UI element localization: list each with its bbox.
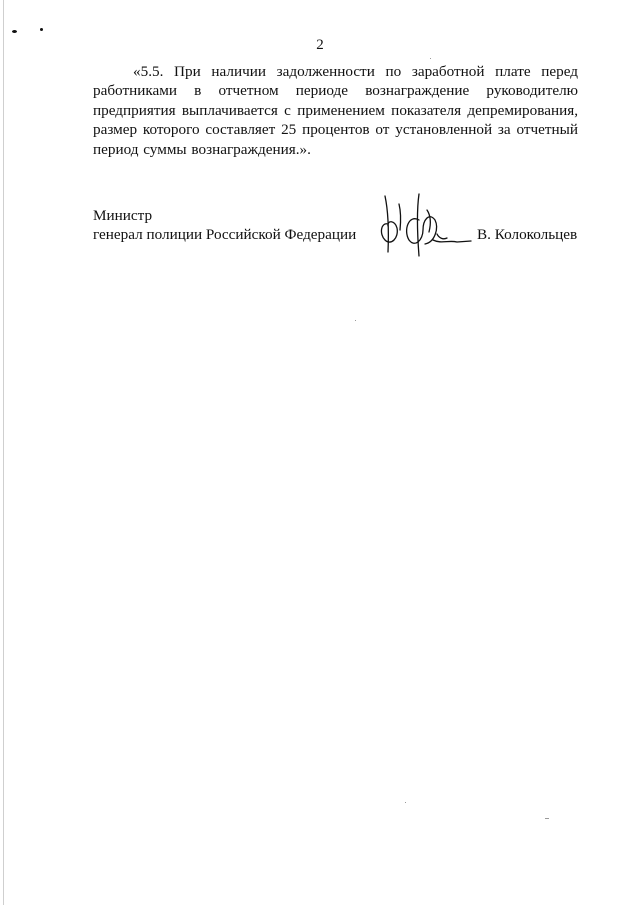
scan-page-edge	[3, 0, 4, 905]
paragraph-5-5: «5.5. При наличии задолженности по заработной плате перед работниками в отчетном периоде вознаграждение руководителю предприятия выплачивается с применением показателя депремирования, размер которого составляет 25 процентов от установленной за отчетный период суммы вознаграждения.».	[93, 63, 578, 158]
scan-speck	[430, 58, 431, 59]
page-number: 2	[316, 37, 324, 53]
signer-title: Министр	[93, 207, 153, 224]
handwritten-signature	[379, 190, 477, 262]
scan-speck	[405, 802, 406, 803]
scan-speck	[545, 818, 549, 819]
scan-speck	[355, 320, 356, 321]
scan-mark	[12, 30, 17, 33]
signer-name: В. Колокольцев	[477, 226, 578, 243]
signer-position	[93, 206, 356, 244]
signature-block	[93, 206, 583, 266]
scan-mark	[40, 28, 43, 31]
signer-rank: генерал полиции Российской Федерации	[93, 226, 357, 243]
